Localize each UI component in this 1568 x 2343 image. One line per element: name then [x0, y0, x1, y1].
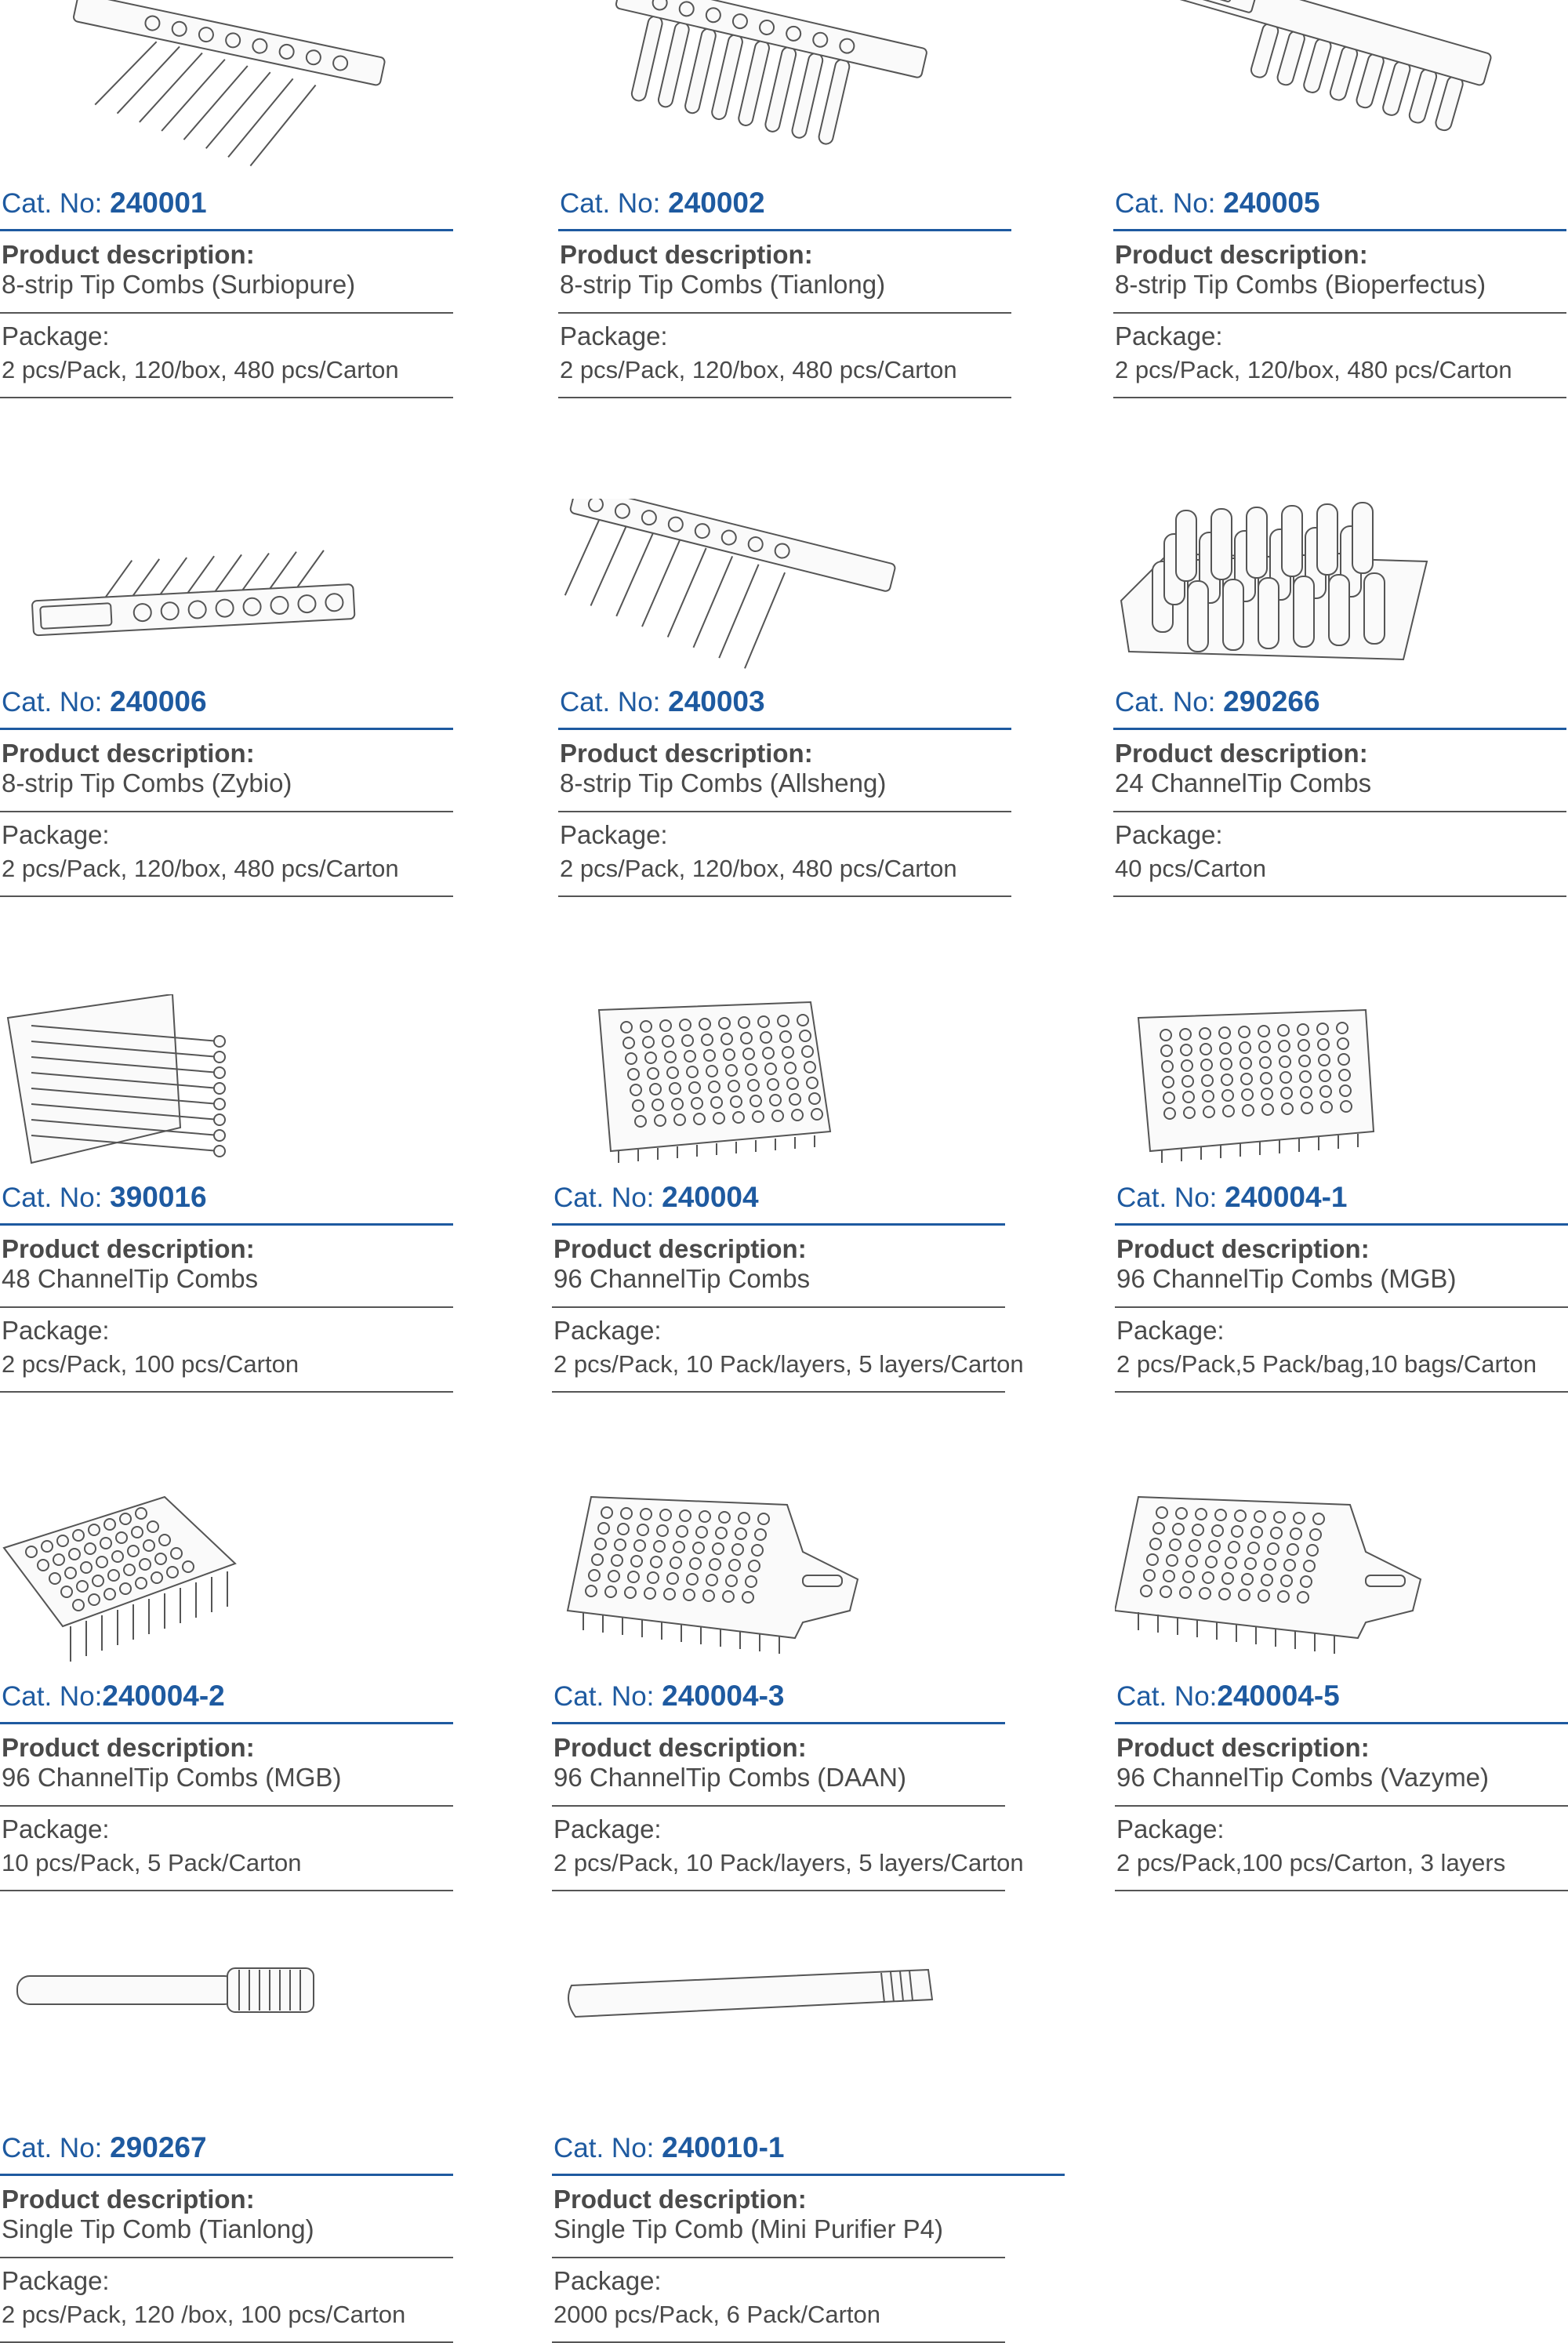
- package-label: Package:: [2, 2266, 110, 2295]
- catalog-number: Cat. No: 290266: [1115, 685, 1320, 717]
- blue-divider: [0, 1223, 453, 1226]
- catalog-number: Cat. No: 240010-1: [554, 2131, 785, 2163]
- divider: [0, 1805, 453, 1807]
- blue-divider: [0, 1722, 453, 1724]
- divider: [1115, 1306, 1568, 1308]
- divider: [558, 811, 1011, 812]
- divider: [0, 1306, 453, 1308]
- package-label: Package:: [1116, 1316, 1225, 1345]
- description-label: Product description:: [2, 1234, 255, 1263]
- divider: [1115, 1890, 1568, 1891]
- description-value: 8-strip Tip Combs (Bioperfectus): [1115, 270, 1486, 299]
- catalog-number: Cat. No: 240005: [1115, 187, 1320, 219]
- eight-strip-comb-icon: [0, 0, 455, 180]
- package-value: 2 pcs/Pack, 100 pcs/Carton: [2, 1350, 299, 1378]
- description-value: 48 ChannelTip Combs: [2, 1264, 259, 1293]
- ninety-six-channel-comb-icon: [0, 1493, 455, 1673]
- description-label: Product description:: [1115, 240, 1368, 269]
- divider: [1113, 895, 1566, 897]
- divider: [558, 397, 1011, 398]
- catalog-number: Cat. No:240004-5: [1116, 1680, 1340, 1712]
- description-value: 24 ChannelTip Combs: [1115, 768, 1372, 797]
- package-value: 2 pcs/Pack, 120/box, 480 pcs/Carton: [1115, 356, 1512, 383]
- catalog-number: Cat. No:240004-2: [2, 1680, 225, 1712]
- package-value: 2 pcs/Pack, 120/box, 480 pcs/Carton: [2, 855, 399, 882]
- package-value: 2 pcs/Pack, 120/box, 480 pcs/Carton: [560, 356, 957, 383]
- description-label: Product description:: [1115, 739, 1368, 768]
- package-label: Package:: [1115, 321, 1223, 351]
- package-label: Package:: [2, 1316, 110, 1345]
- blue-divider: [552, 2174, 1065, 2176]
- catalog-number: Cat. No: 240001: [2, 187, 207, 219]
- package-label: Package:: [1116, 1814, 1225, 1844]
- package-value: 2 pcs/Pack,100 pcs/Carton, 3 layers: [1116, 1849, 1506, 1876]
- description-value: 96 ChannelTip Combs (MGB): [1116, 1264, 1457, 1293]
- blue-divider: [1115, 1722, 1568, 1724]
- blue-divider: [1113, 229, 1566, 231]
- blue-divider: [552, 1223, 1005, 1226]
- package-value: 10 pcs/Pack, 5 Pack/Carton: [2, 1849, 302, 1876]
- blue-divider: [1113, 728, 1566, 730]
- blue-divider: [558, 229, 1011, 231]
- description-label: Product description:: [560, 739, 813, 768]
- blue-divider: [552, 1722, 1005, 1724]
- ninety-six-channel-comb-tab-icon: [1115, 1493, 1568, 1673]
- description-value: 96 ChannelTip Combs (DAAN): [554, 1763, 906, 1792]
- divider: [0, 397, 453, 398]
- divider: [0, 895, 453, 897]
- description-label: Product description:: [554, 2185, 807, 2214]
- description-value: Single Tip Comb (Mini Purifier P4): [554, 2214, 943, 2243]
- package-value: 2 pcs/Pack, 120/box, 480 pcs/Carton: [2, 356, 399, 383]
- blue-divider: [0, 2174, 453, 2176]
- catalog-number: Cat. No: 390016: [2, 1181, 207, 1213]
- ninety-six-channel-comb-tab-icon: [552, 1493, 1007, 1673]
- divider: [552, 2257, 1005, 2258]
- description-value: 8-strip Tip Combs (Allsheng): [560, 768, 887, 797]
- catalog-number: Cat. No: 240002: [560, 187, 765, 219]
- package-label: Package:: [554, 2266, 662, 2295]
- divider: [0, 811, 453, 812]
- divider: [1115, 1391, 1568, 1393]
- description-label: Product description:: [560, 240, 813, 269]
- package-value: 2 pcs/Pack, 120 /box, 100 pcs/Carton: [2, 2301, 406, 2328]
- single-tip-comb-icon: [0, 1945, 455, 2125]
- description-value: 96 ChannelTip Combs: [554, 1264, 811, 1293]
- blue-divider: [558, 728, 1011, 730]
- twenty-four-channel-comb-icon: [1113, 499, 1568, 679]
- divider: [552, 1890, 1005, 1891]
- package-label: Package:: [2, 820, 110, 849]
- package-label: Package:: [2, 1814, 110, 1844]
- divider: [0, 1391, 453, 1393]
- description-value: 96 ChannelTip Combs (Vazyme): [1116, 1763, 1490, 1792]
- package-value: 2000 pcs/Pack, 6 Pack/Carton: [554, 2301, 881, 2328]
- description-value: Single Tip Comb (Tianlong): [2, 2214, 314, 2243]
- divider: [552, 1805, 1005, 1807]
- divider: [1113, 811, 1566, 812]
- catalog-number: Cat. No: 240004: [554, 1181, 759, 1213]
- description-label: Product description:: [554, 1234, 807, 1263]
- single-tip-tube-icon: [552, 1945, 1007, 2125]
- divider: [1113, 312, 1566, 314]
- ninety-six-channel-comb-icon: [552, 994, 1007, 1175]
- eight-strip-comb-icon: [0, 499, 455, 679]
- divider: [0, 2257, 453, 2258]
- catalog-number: Cat. No: 290267: [2, 2131, 207, 2163]
- package-label: Package:: [554, 1316, 662, 1345]
- eight-strip-comb-icon: [558, 499, 1013, 679]
- description-value: 8-strip Tip Combs (Tianlong): [560, 270, 886, 299]
- description-label: Product description:: [2, 240, 255, 269]
- description-label: Product description:: [2, 1733, 255, 1762]
- description-label: Product description:: [2, 739, 255, 768]
- package-label: Package:: [1115, 820, 1223, 849]
- package-label: Package:: [554, 1814, 662, 1844]
- catalog-number: Cat. No: 240003: [560, 685, 765, 717]
- divider: [552, 1306, 1005, 1308]
- divider: [0, 1890, 453, 1891]
- package-label: Package:: [2, 321, 110, 351]
- catalog-number: Cat. No: 240004-3: [554, 1680, 785, 1712]
- package-label: Package:: [560, 820, 668, 849]
- package-value: 2 pcs/Pack,5 Pack/bag,10 bags/Carton: [1116, 1350, 1537, 1378]
- description-value: 8-strip Tip Combs (Zybio): [2, 768, 292, 797]
- package-value: 2 pcs/Pack, 120/box, 480 pcs/Carton: [560, 855, 957, 882]
- description-value: 8-strip Tip Combs (Surbiopure): [2, 270, 356, 299]
- eight-strip-comb-icon: [1113, 0, 1568, 180]
- blue-divider: [1115, 1223, 1568, 1226]
- divider: [558, 895, 1011, 897]
- package-value: 2 pcs/Pack, 10 Pack/layers, 5 layers/Carton: [554, 1350, 1024, 1378]
- blue-divider: [0, 728, 453, 730]
- forty-eight-channel-comb-icon: [0, 994, 455, 1175]
- catalog-number: Cat. No: 240004-1: [1116, 1181, 1348, 1213]
- divider: [1113, 397, 1566, 398]
- catalog-number: Cat. No: 240006: [2, 685, 207, 717]
- description-label: Product description:: [1116, 1733, 1370, 1762]
- divider: [1115, 1805, 1568, 1807]
- package-value: 2 pcs/Pack, 10 Pack/layers, 5 layers/Carton: [554, 1849, 1024, 1876]
- package-value: 40 pcs/Carton: [1115, 855, 1266, 882]
- package-label: Package:: [560, 321, 668, 351]
- description-label: Product description:: [2, 2185, 255, 2214]
- divider: [0, 312, 453, 314]
- blue-divider: [0, 229, 453, 231]
- divider: [558, 312, 1011, 314]
- description-label: Product description:: [554, 1733, 807, 1762]
- description-value: 96 ChannelTip Combs (MGB): [2, 1763, 342, 1792]
- divider: [552, 1391, 1005, 1393]
- ninety-six-channel-comb-icon: [1115, 994, 1568, 1175]
- eight-strip-comb-icon: [558, 0, 1013, 180]
- description-label: Product description:: [1116, 1234, 1370, 1263]
